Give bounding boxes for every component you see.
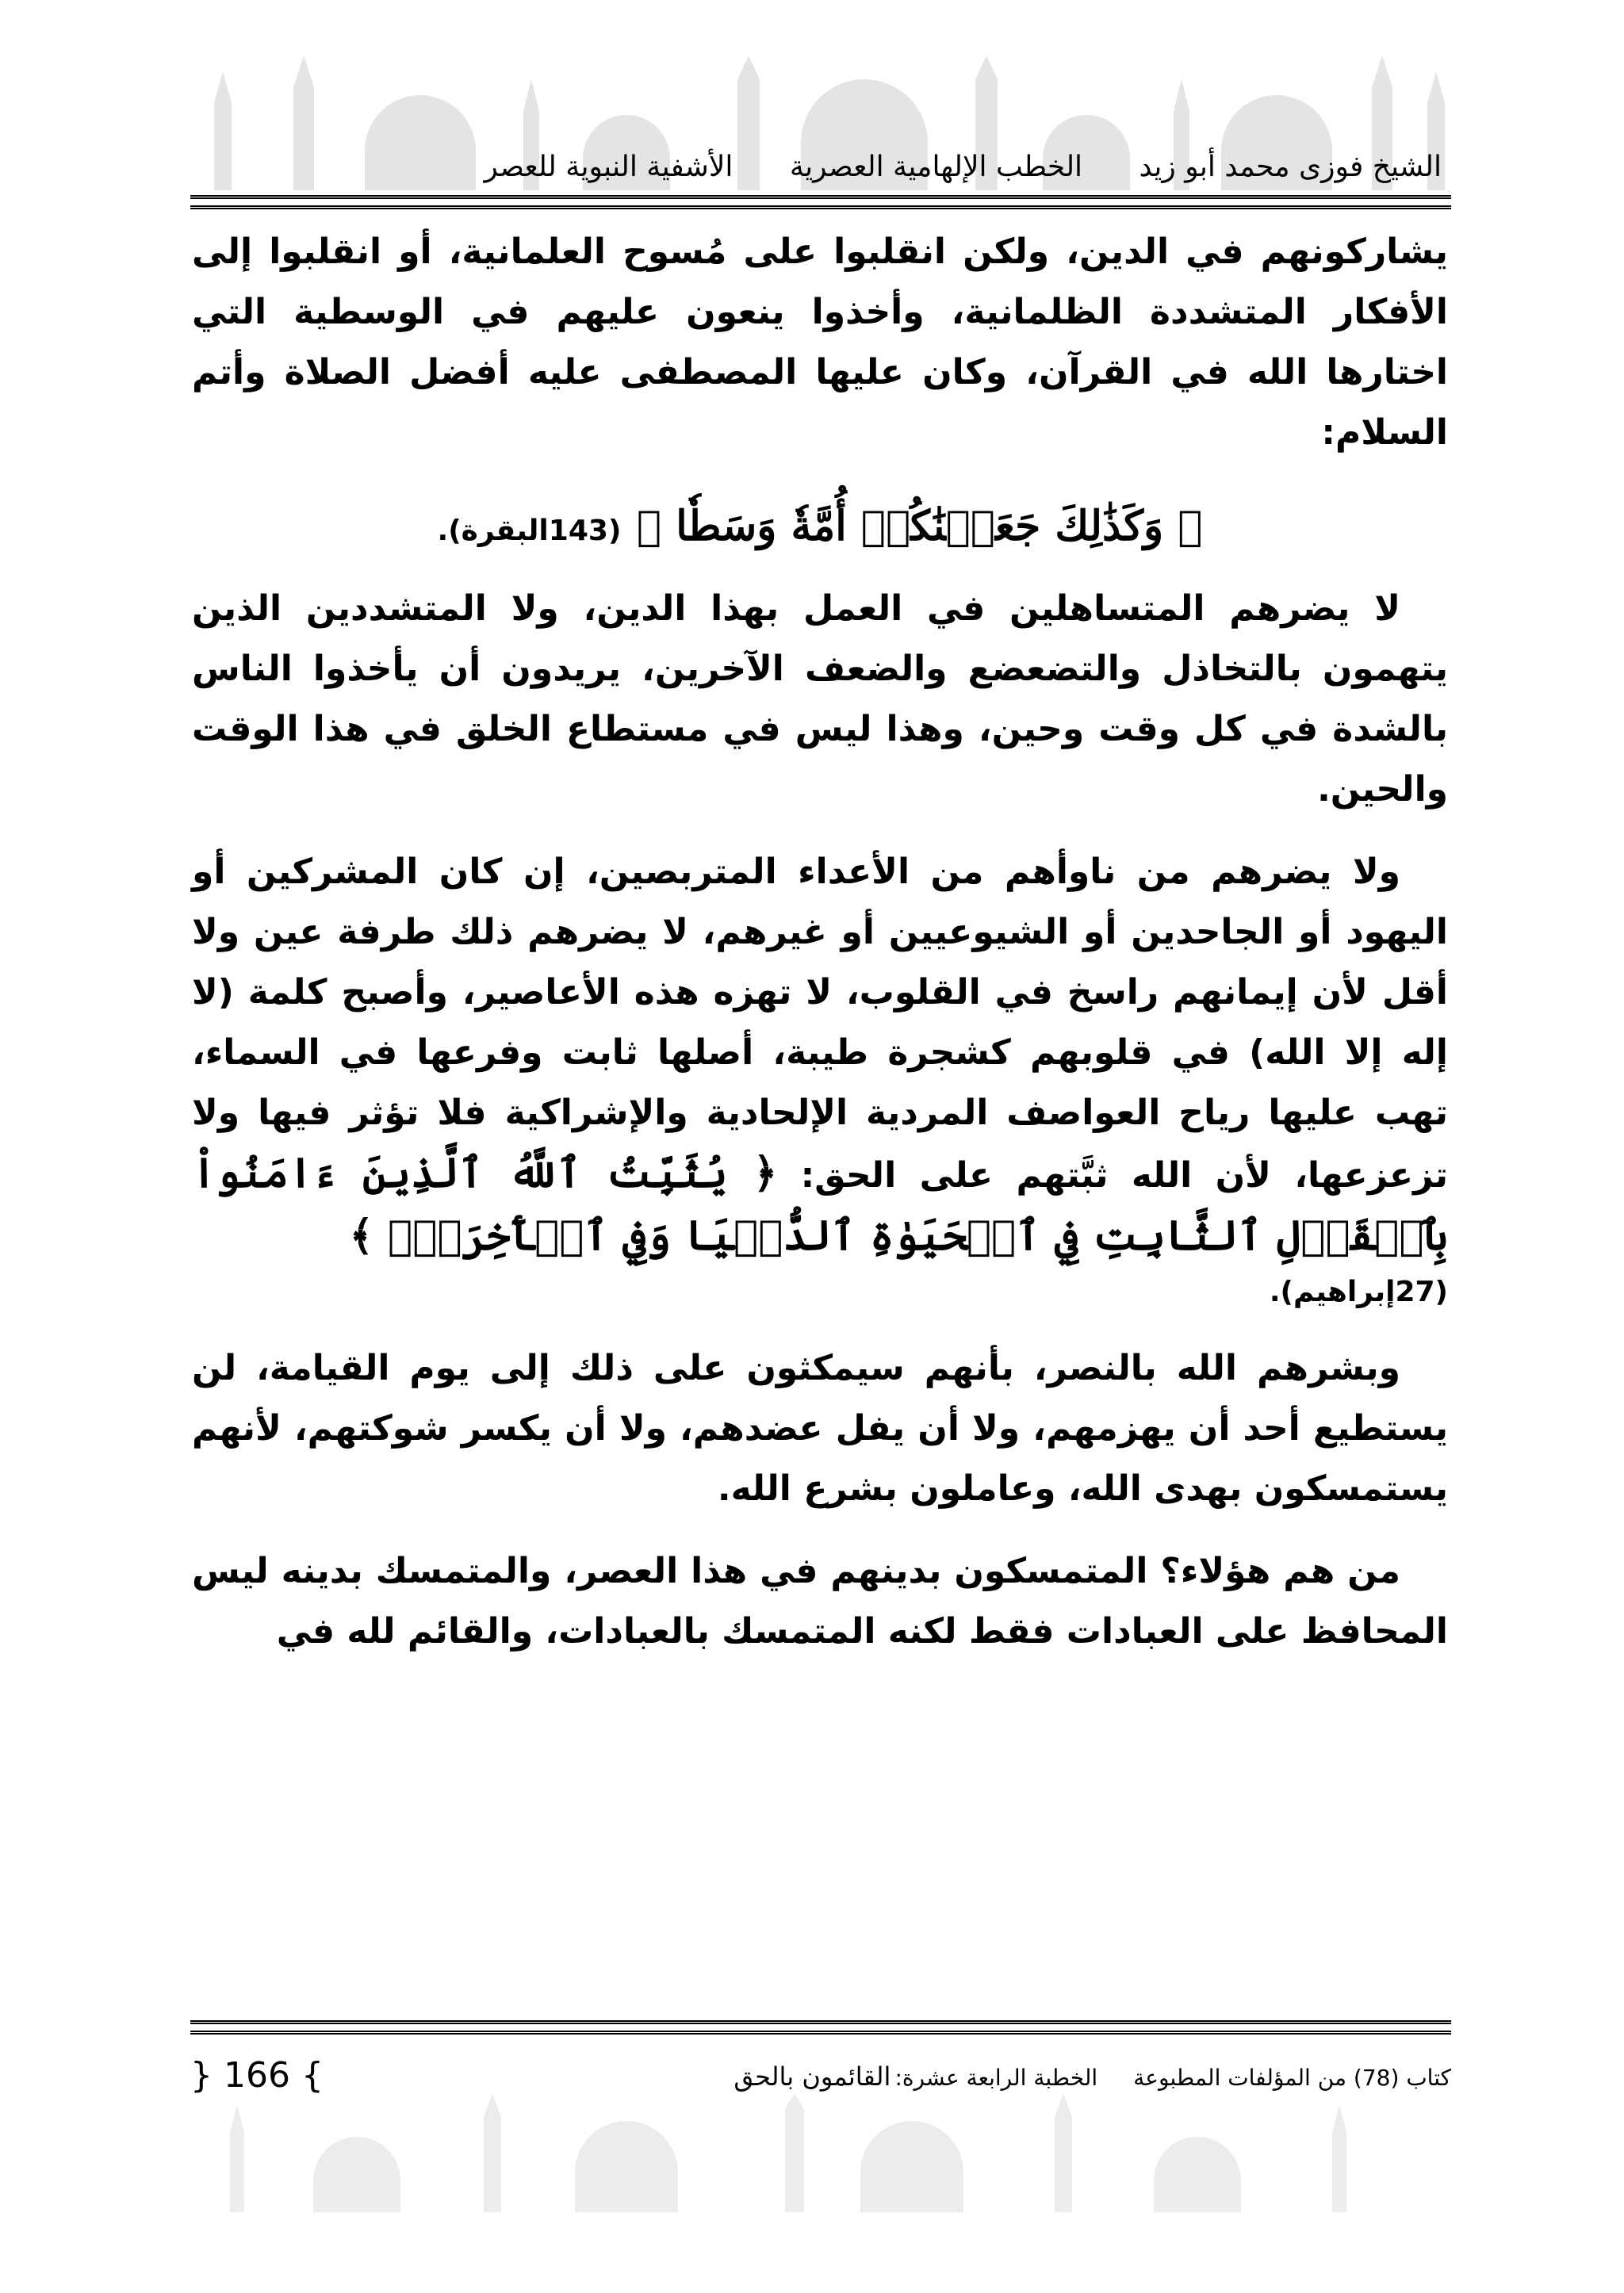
footer-title: القائمون بالحق bbox=[733, 2061, 891, 2092]
paragraph-text: ولا يضرهم من ناوأهم من الأعداء المتربصين، إن كان المشركين أو اليهود أو الجاحدين أو الشيوعيين أو غيرهم، لا يضرهم ذلك طرفة عين ولا أقل لأن إيمانهم راسخ في القلوب، لا تهزه هذه الأعاصير، وأصبح كلمة (لا إله إلا الله) في قلوبهم كشجرة طيبة، أصلها ثابت وفرعها في السماء، تهب عليها رياح العواصف المردية الإلحادية والإشراكية فلا تؤثر فيها ولا تزعزعها، لأن الله ثبَّتهم على الحق: bbox=[192, 852, 1448, 1196]
paragraph: من هم هؤلاء؟ المتمسكون بدينهم في هذا العصر، والمتمسك بدينه ليس المحافظ على العبادات فقط لكنه المتمسك بالعبادات، والقائم لله في bbox=[192, 1551, 1448, 1652]
verse-reference: (143البقرة). bbox=[437, 515, 622, 547]
paragraph bbox=[192, 842, 1448, 1269]
paragraph: يشاركونهم في الدين، ولكن انقلبوا على مُسوح العلمانية، أو انقلبوا إلى الأفكار المتشددة الظلمانية، وأخذوا ينعون عليهم في الوسطية التي اختارها الله في القرآن، وكان عليها المصطفى عليه أفضل الصلاة وأتم السلام: bbox=[192, 232, 1448, 453]
running-header bbox=[436, 151, 1442, 183]
mosque-skyline-icon bbox=[182, 2093, 1467, 2212]
paragraph: لا يضرهم المتساهلين في العمل بهذا الدين، ولا المتشددين الذين يتهمون بالتخاذل والتضعضع والضعف الآخرين، يريدون أن يأخذوا الناس بالشدة في كل وقت وحين، وهذا ليس في مستطاع الخلق في هذا الوقت والحين. bbox=[192, 588, 1448, 810]
header-book: الأشفية النبوية للعصر bbox=[484, 151, 733, 183]
quran-verse: ﴿ وَكَذَٰلِكَ جَعَلۡنَٰكُمۡ أُمَّةٗ وَسَطٗا ﴾ bbox=[636, 502, 1203, 550]
footer-book: كتاب (78) من المؤلفات المطبوعة bbox=[1133, 2065, 1451, 2091]
header-divider bbox=[190, 195, 1451, 209]
header-series: الخطب الإلهامية العصرية bbox=[789, 151, 1083, 183]
page-number: } 166 { bbox=[190, 2055, 324, 2096]
footer-divider bbox=[190, 2020, 1451, 2035]
paragraph: وبشرهم الله بالنصر، بأنهم سيمكثون على ذلك إلى يوم القيامة، لن يستطيع أحد أن يهزمهم، ولا أن يفل عضدهم، ولا أن يكسر شوكتهم، لأنهم يستمسكون بهدى الله، وعاملون بشرع الله. bbox=[192, 1348, 1448, 1509]
footer-decoration bbox=[182, 2093, 1467, 2212]
quran-verse-block bbox=[192, 485, 1448, 571]
quran-verse: ﴿ يُثَبِّتُ ٱللَّهُ ٱلَّذِينَ ءَامَنُواْ بِٱلۡقَوۡلِ ٱلثَّابِتِ فِي ٱلۡحَيَوٰةِ ٱلدُّنۡيَا وَفِي ٱلۡأٓخِرَةِۖ ﴾ bbox=[192, 1149, 1448, 1260]
verse-reference: (27إبراهيم). bbox=[1269, 1276, 1448, 1308]
running-footer bbox=[190, 2055, 1451, 2096]
footer-sermon: الخطبة الرابعة عشرة: bbox=[894, 2065, 1098, 2091]
page-body bbox=[192, 222, 1448, 1684]
header-author: الشيخ فوزى محمد أبو زيد bbox=[1139, 151, 1442, 183]
